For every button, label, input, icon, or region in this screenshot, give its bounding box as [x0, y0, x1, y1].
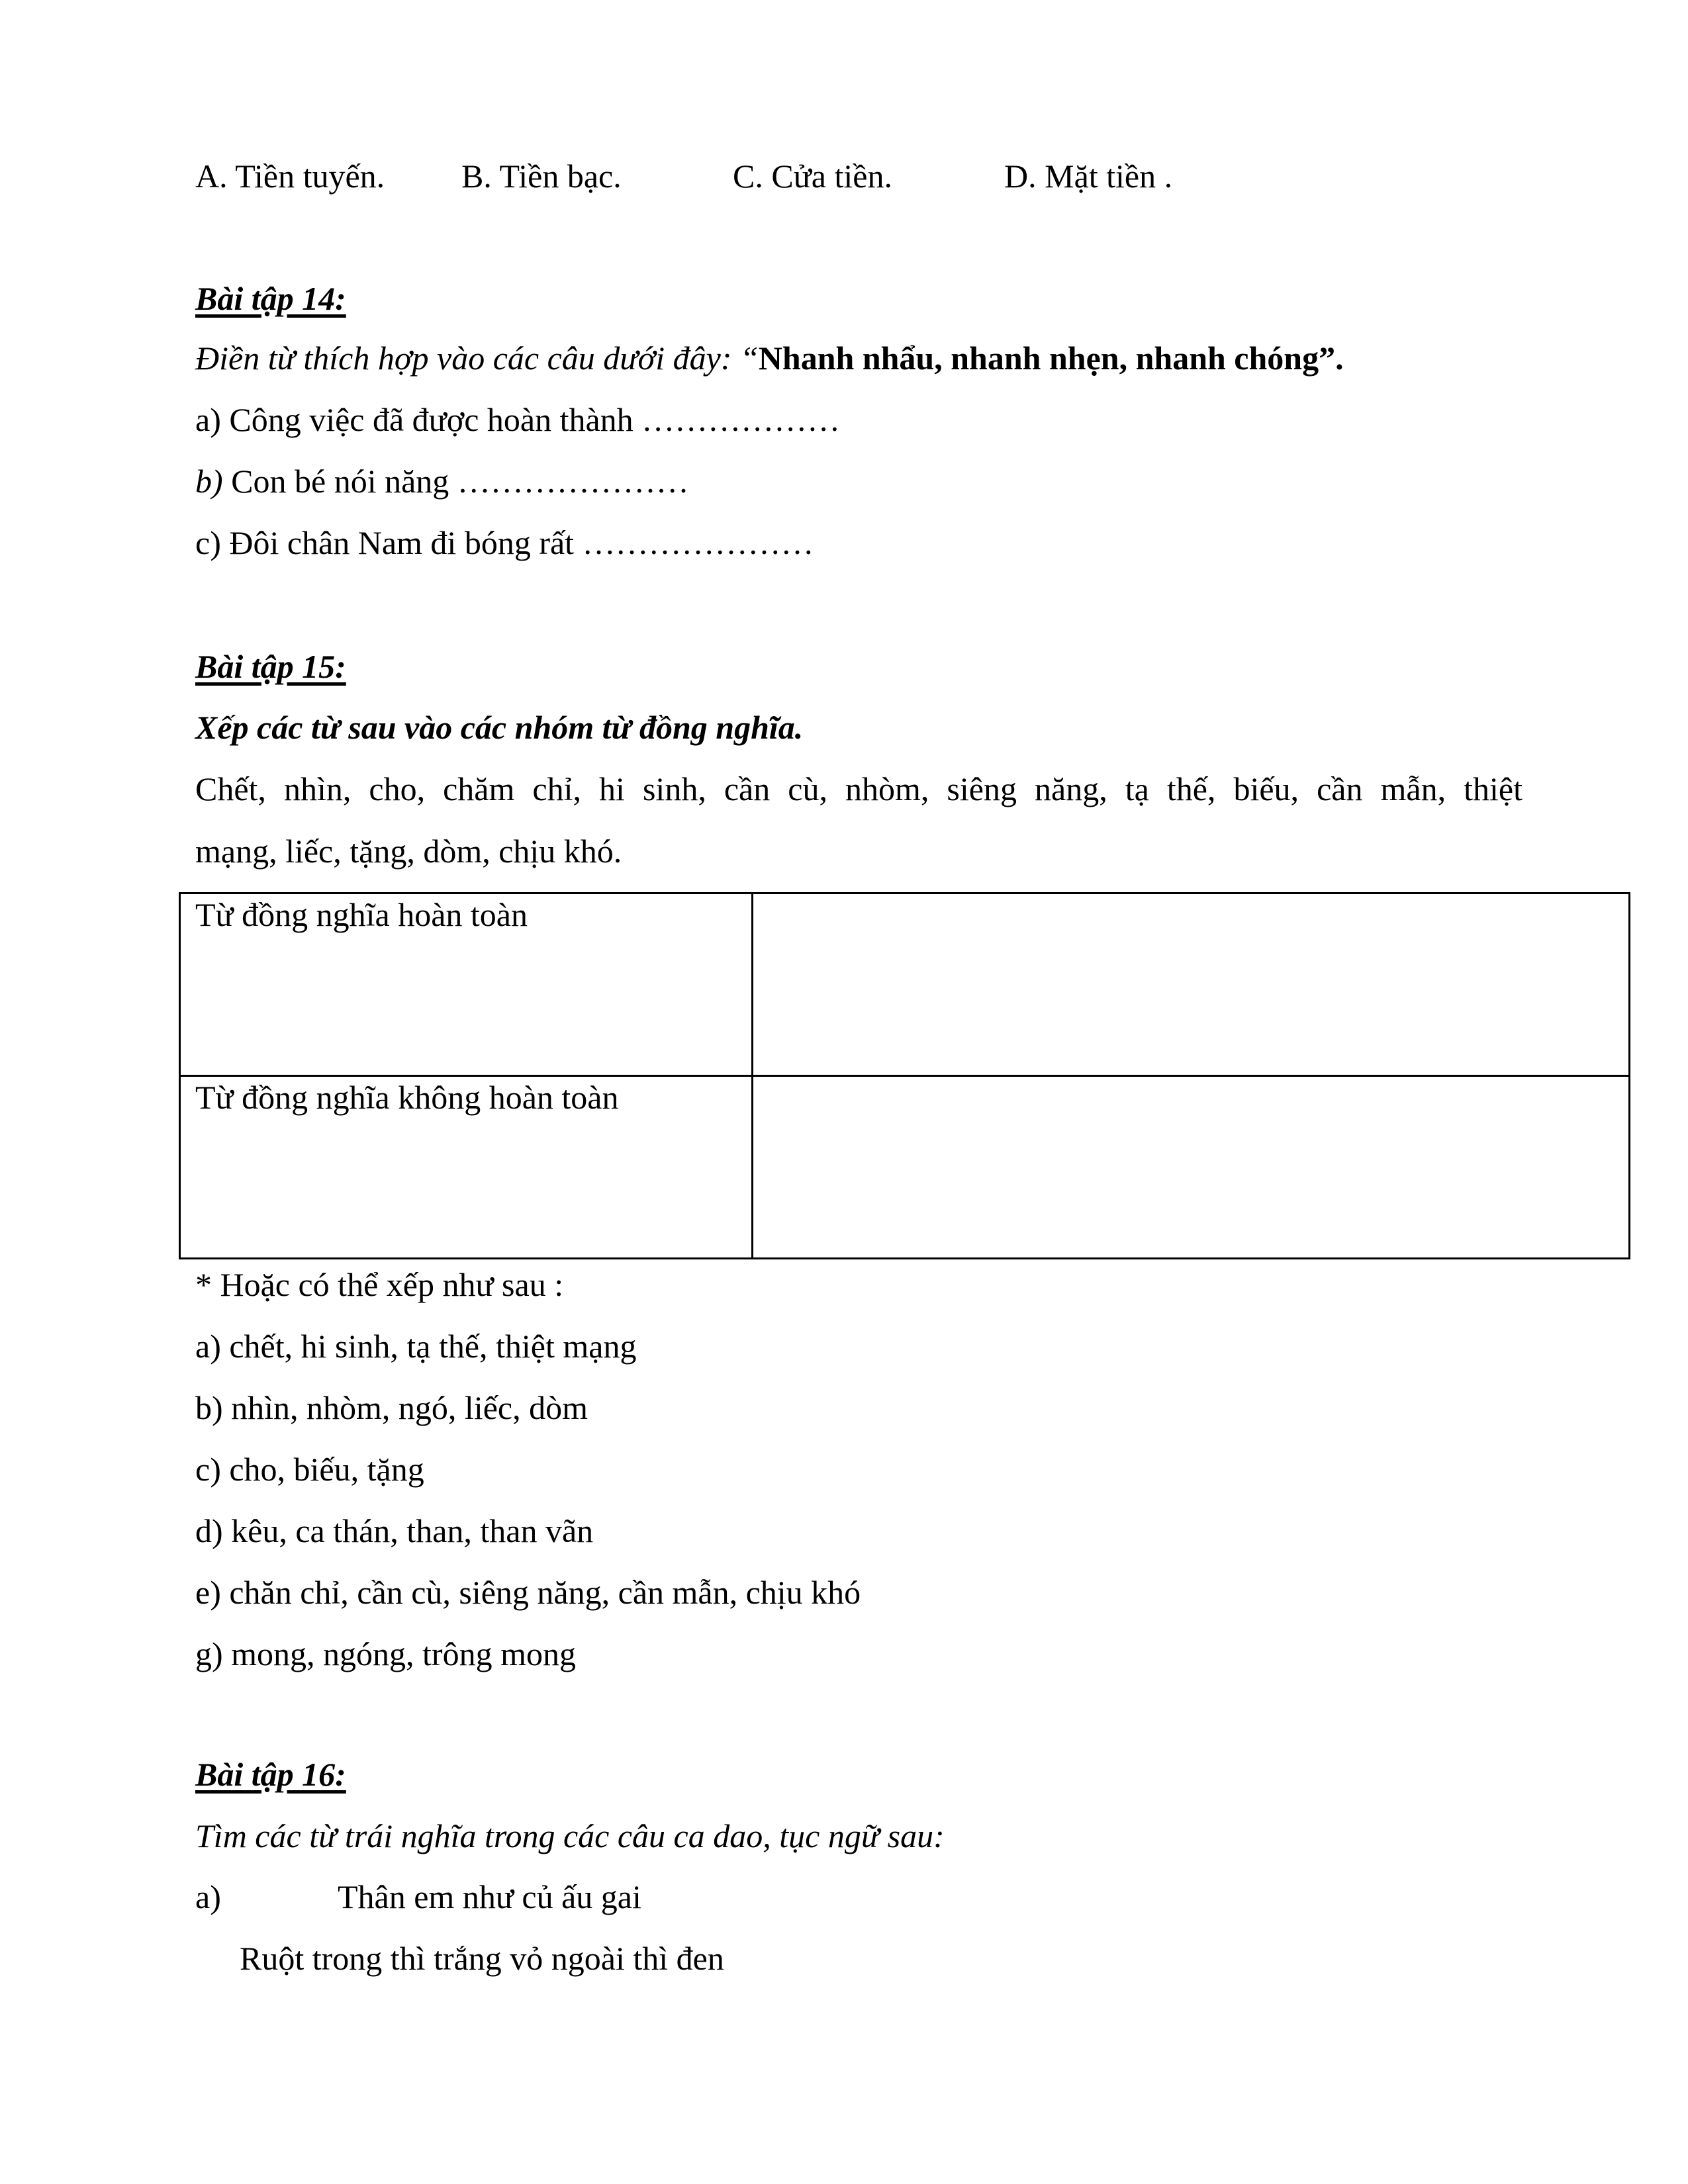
table-row-label-complete-synonyms: Từ đồng nghĩa hoàn toàn [180, 893, 753, 1076]
exercise-16-item-a-label: a) [195, 1878, 221, 1915]
table-answer-cell-complete[interactable] [753, 893, 1630, 1076]
item-text: Con bé nói năng ………………… [222, 463, 689, 500]
option-b: B. Tiền bạc. [461, 158, 622, 195]
exercise-14-item-c [195, 522, 814, 563]
item-label: c) [195, 524, 221, 561]
answer-options-row [0, 156, 1688, 197]
table-row [180, 1076, 1630, 1259]
item-text: Công việc đã được hoàn thành ……………… [220, 401, 841, 438]
exercise-15-heading: Bài tập 15: [195, 648, 346, 685]
table-answer-cell-partial[interactable] [753, 1076, 1630, 1259]
exercise-15-word-list-line-1: Chết, nhìn, cho, chăm chỉ, hi sinh, cần cù, nhòm, siêng năng, tạ thế, biếu, cần mẫn, thiệt [195, 770, 1523, 807]
exercise-14-item-b [195, 461, 689, 502]
alt-group-a: a) chết, hi sinh, tạ thế, thiệt mạng [195, 1328, 637, 1365]
item-label: a) [195, 401, 221, 438]
exercise-14-heading: Bài tập 14: [195, 280, 346, 317]
exercise-15-instruction: Xếp các từ sau vào các nhóm từ đồng nghĩa. [195, 709, 804, 746]
table-row-label-partial-synonyms: Từ đồng nghĩa không hoàn toàn [180, 1076, 753, 1259]
exercise-15-word-list-line-2: mạng, liếc, tặng, dòm, chịu khó. [195, 833, 622, 870]
alternative-grouping-intro: * Hoặc có thể xếp như sau : [195, 1266, 564, 1303]
option-d: D. Mặt tiền . [1004, 158, 1173, 195]
option-c: C. Cửa tiền. [733, 158, 892, 195]
item-text: Đôi chân Nam đi bóng rất ………………… [220, 524, 814, 561]
exercise-16-item-a-line-2: Ruột trong thì trắng vỏ ngoài thì đen [240, 1940, 724, 1977]
alt-group-c: c) cho, biếu, tặng [195, 1451, 424, 1488]
alt-group-d: d) kêu, ca thán, than, than vãn [195, 1512, 594, 1549]
alt-group-g: g) mong, ngóng, trông mong [195, 1635, 576, 1672]
item-label: b) [195, 463, 223, 500]
exercise-14-word-list: Nhanh nhẩu, nhanh nhẹn, nhanh chóng”. [758, 340, 1344, 377]
exercise-16-item-a-line-1: Thân em như củ ấu gai [338, 1878, 641, 1915]
option-a: A. Tiền tuyến. [195, 158, 385, 195]
table-row [180, 893, 1630, 1076]
alt-group-b: b) nhìn, nhòm, ngó, liếc, dòm [195, 1389, 588, 1426]
exercise-14-item-a [195, 399, 840, 440]
exercise-16-instruction: Tìm các từ trái nghĩa trong các câu ca dao, tục ngữ sau: [195, 1817, 945, 1854]
exercise-14-instruction [195, 338, 1344, 379]
alt-group-e: e) chăn chỉ, cần cù, siêng năng, cần mẫn, chịu khó [195, 1574, 861, 1611]
exercise-16-heading: Bài tập 16: [195, 1756, 346, 1793]
exercise-14-instruction-prefix: Điền từ thích hợp vào các câu dưới đây: “ [195, 340, 759, 377]
synonym-table [179, 892, 1630, 1259]
